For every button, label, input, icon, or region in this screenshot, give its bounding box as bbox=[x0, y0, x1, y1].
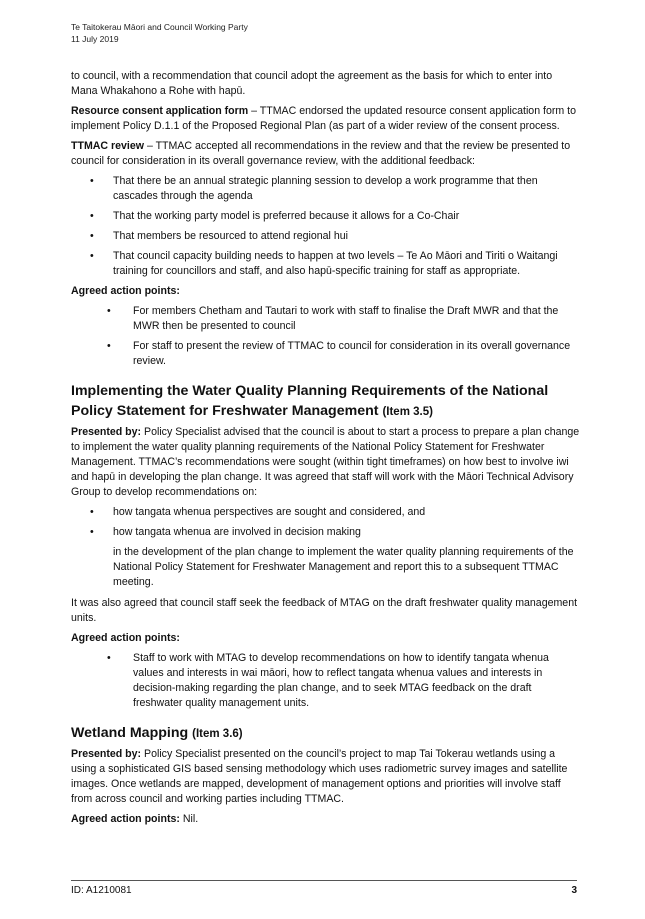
page-header bbox=[71, 21, 248, 45]
presented-by-paragraph: Presented by: Policy Specialist presented on the council’s project to map Tai Tokerau wetlands using a using a sophisticated GIS based sensing methodology which uses radiometric survey images and satellite images. Once wetlands are mapped, development of management options and priorities will involve staff from across council and working parties including TTMAC. bbox=[71, 748, 568, 805]
agreed-actions-list bbox=[71, 651, 581, 711]
water-quality-list bbox=[71, 505, 581, 540]
resource-consent-text: – TTMAC endorsed the updated resource consent application form to implement Policy D.1.1 of the Proposed Regional Plan (as part of a wider review of the consent process. bbox=[71, 105, 576, 132]
agreed-actions-heading: Agreed action points: bbox=[71, 632, 180, 644]
intro-paragraph: to council, with a recommendation that council adopt the agreement as the basis for which to enter into Mana Whakahono a Rohe with hapū. bbox=[71, 70, 553, 97]
list-item: • That council capacity building needs to happen at two levels – Te Ao Māori and Tiriti o Waitangi training for councillors and staff, and also hapū-specific training for staff as appropriate. bbox=[71, 249, 581, 279]
document-body bbox=[71, 69, 581, 832]
ttmac-review-text: – TTMAC accepted all recommendations in the review and that the review be presented to council for consideration in its overall governance review, with the additional feedback: bbox=[71, 140, 571, 167]
continuation-paragraph: in the development of the plan change to implement the water quality planning requirements of the National Policy Statement for Freshwater Management and report this to a subsequent TTMAC meeting. bbox=[113, 546, 574, 588]
agreed-actions-paragraph: Agreed action points: Nil. bbox=[71, 813, 199, 825]
section-item-number: (Item 3.6) bbox=[192, 728, 243, 740]
ttmac-review-paragraph bbox=[71, 139, 581, 169]
header-date: 11 July 2019 bbox=[71, 34, 119, 44]
header-title: Te Taitokerau Māori and Council Working Party bbox=[71, 22, 248, 32]
section-heading-water-quality: Implementing the Water Quality Planning Requirements of the National Policy Statement for Freshwater Management (Item 3.5) bbox=[71, 383, 549, 419]
also-agreed-paragraph: It was also agreed that council staff seek the feedback of MTAG on the draft freshwater quality management units. bbox=[71, 597, 578, 624]
section-heading-wetland-mapping: Wetland Mapping (Item 3.6) bbox=[71, 725, 243, 741]
list-item: • how tangata whenua are involved in decision making bbox=[71, 525, 581, 540]
resource-consent-label: Resource consent application form bbox=[71, 105, 249, 117]
section-item-number: (Item 3.5) bbox=[382, 406, 433, 418]
list-item: • That members be resourced to attend regional hui bbox=[71, 229, 581, 244]
list-item: • For staff to present the review of TTMAC to council for consideration in its overall governance review. bbox=[71, 339, 581, 369]
list-item: • That there be an annual strategic planning session to develop a work programme that then cascades through the agenda bbox=[71, 174, 581, 204]
page-number: 3 bbox=[571, 885, 577, 896]
list-item: • That the working party model is preferred because it allows for a Co-Chair bbox=[71, 209, 581, 224]
list-item: • For members Chetham and Tautari to work with staff to finalise the Draft MWR and that the MWR then be presented to council bbox=[71, 304, 581, 334]
document-id: ID: A1210081 bbox=[71, 885, 132, 896]
agreed-actions-heading: Agreed action points: bbox=[71, 285, 180, 297]
page-footer bbox=[71, 880, 577, 896]
resource-consent-paragraph bbox=[71, 104, 581, 134]
list-item: • Staff to work with MTAG to develop recommendations on how to identify tangata whenua values and interests in wai māori, how to reflect tangata whenua values and interests in decision-making regarding the plan change, and to seek MTAG feedback on the draft freshwater quality management units. bbox=[71, 651, 581, 711]
presented-by-paragraph: Presented by: Policy Specialist advised that the council is about to start a process to prepare a plan change to implement the water quality planning requirements of the National Policy Statement for Freshwater Management. TTMAC’s recommendations were sought (within tight timeframes) on how best to involve iwi and hapū in developing the plan change. It was agreed that staff will work with the Māori Technical Advisory Group to develop recommendations on: bbox=[71, 426, 580, 498]
ttmac-review-label: TTMAC review bbox=[71, 140, 144, 152]
list-item: • how tangata whenua perspectives are sought and considered, and bbox=[71, 505, 581, 520]
ttmac-review-list bbox=[71, 174, 581, 279]
agreed-actions-list bbox=[71, 304, 581, 369]
